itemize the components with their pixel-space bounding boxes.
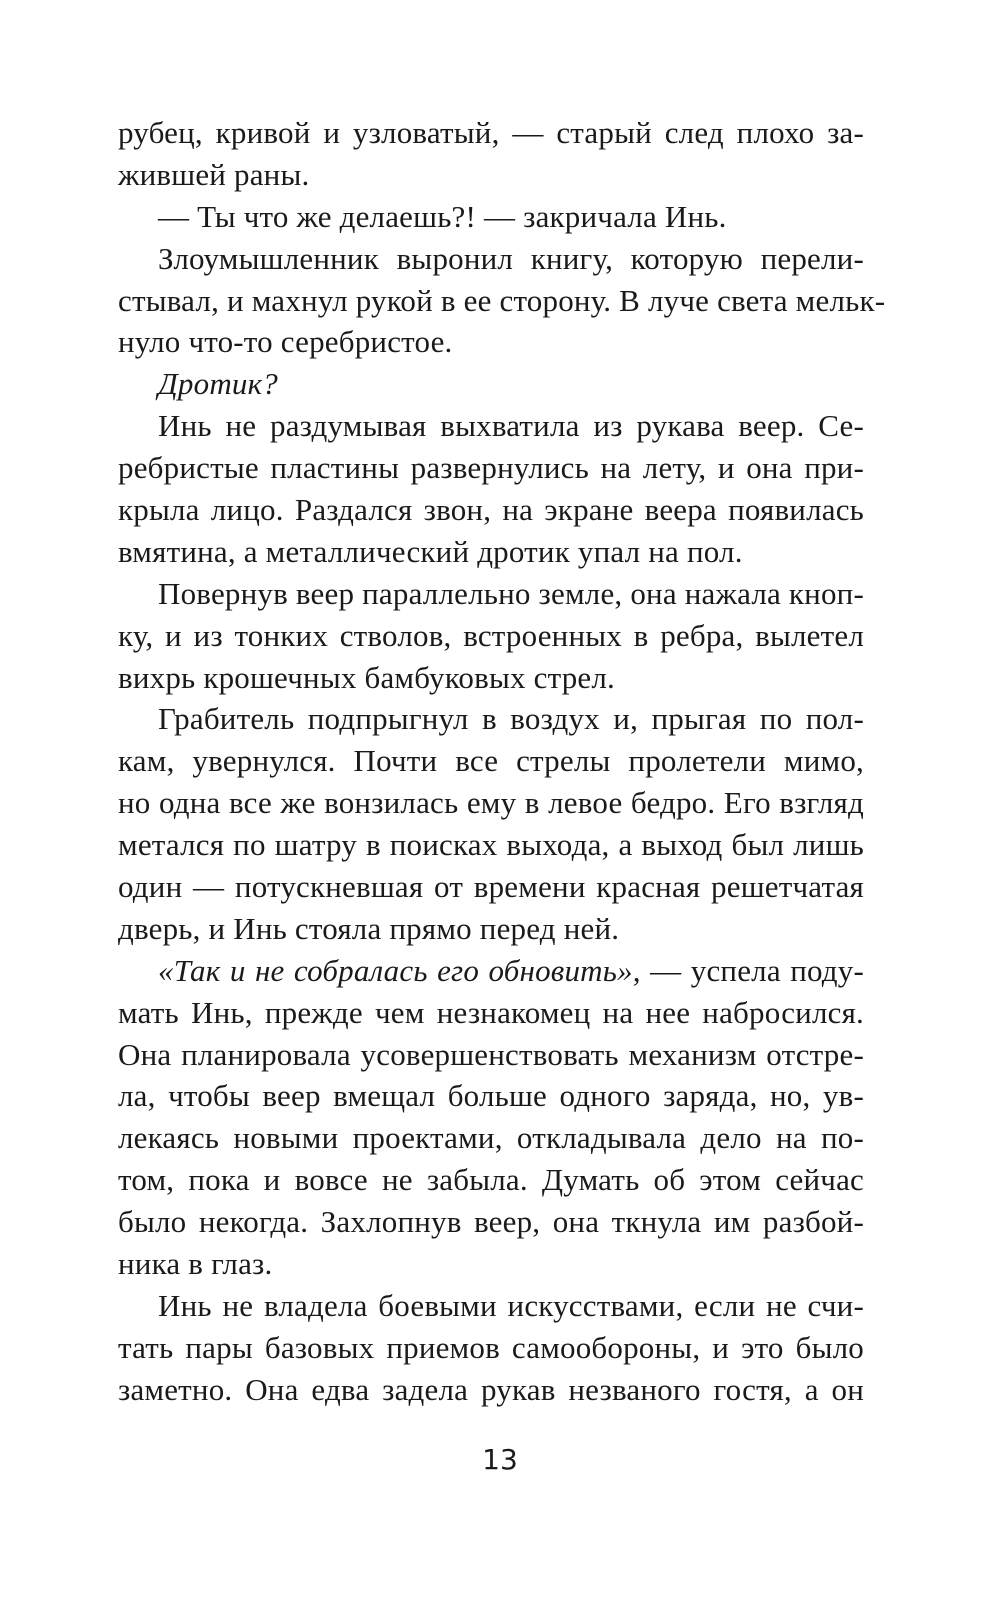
- text-line: ника в глаз.: [118, 1246, 273, 1282]
- text-line: мать Инь, прежде чем незнакомец на нее набросился.: [118, 994, 864, 1030]
- text-line: метался по шатру в поисках выхода, а выход был лишь: [118, 827, 864, 863]
- text-line: Она планировала усовершенствовать механизм отстре-: [118, 1036, 864, 1072]
- text-line: ку, и из тонких стволов, встроенных в ребра, вылетел: [118, 617, 864, 653]
- text-line: лекаясь новыми проектами, откладывала дело на по-: [118, 1120, 864, 1156]
- page-number: 13: [482, 1443, 518, 1476]
- text-line: том, пока и вовсе не забыла. Думать об этом сейчас: [118, 1162, 864, 1198]
- text-line: жившей раны.: [118, 156, 310, 192]
- text-line: Инь не владела боевыми искусствами, если не счи-: [158, 1287, 864, 1323]
- text-line: дверь, и Инь стояла прямо перед ней.: [118, 910, 620, 946]
- text-line: крыла лицо. Раздался звон, на экране веера появилась: [118, 492, 864, 528]
- text-line: один — потускневшая от времени красная решетчатая: [118, 869, 864, 905]
- text-line: Дротик?: [158, 366, 279, 402]
- text-line: ла, чтобы веер вмещал больше одного заряда, но, ув-: [118, 1078, 864, 1114]
- text-line: тать пары базовых приемов самообороны, и это было: [118, 1329, 864, 1365]
- text-line: нуло что-то серебристое.: [118, 324, 453, 360]
- text-line: вмятина, а металлический дротик упал на пол.: [118, 533, 743, 569]
- text-line: Инь не раздумывая выхватила из рукава веер. Се-: [158, 408, 864, 444]
- text-line: рубец, кривой и узловатый, — старый след плохо за-: [118, 115, 864, 150]
- text-line: кам, увернулся. Почти все стрелы пролетели мимо,: [118, 743, 864, 779]
- italic-quote: «Так и не собралась его обновить»,: [158, 952, 641, 988]
- text-line: вихрь крошечных бамбуковых стрел.: [118, 659, 615, 695]
- text-line: — Ты что же делаешь?! — закричала Инь.: [158, 198, 727, 234]
- text-line: Повернув веер параллельно земле, она нажала кноп-: [158, 575, 864, 611]
- text-line: но одна все же вонзилась ему в левое бедро. Его взгляд: [118, 785, 864, 821]
- text-line: заметно. Она едва задела рукав незваного гостя, а он: [118, 1371, 864, 1407]
- text-line: было некогда. Захлопнув веер, она ткнула им разбой-: [118, 1204, 864, 1240]
- text-line: Грабитель подпрыгнул в воздух и, прыгая по пол-: [158, 701, 864, 737]
- body-text: [118, 112, 886, 1411]
- text-line: ребристые пластины развернулись на лету, и она при-: [118, 450, 864, 486]
- quote-continuation: — успела поду-: [650, 952, 864, 988]
- text-line: стывал, и махнул рукой в ее сторону. В луче света мельк-: [118, 282, 886, 318]
- text-line: [118, 950, 864, 992]
- text-line: Злоумышленник выронил книгу, которую перели-: [158, 240, 864, 276]
